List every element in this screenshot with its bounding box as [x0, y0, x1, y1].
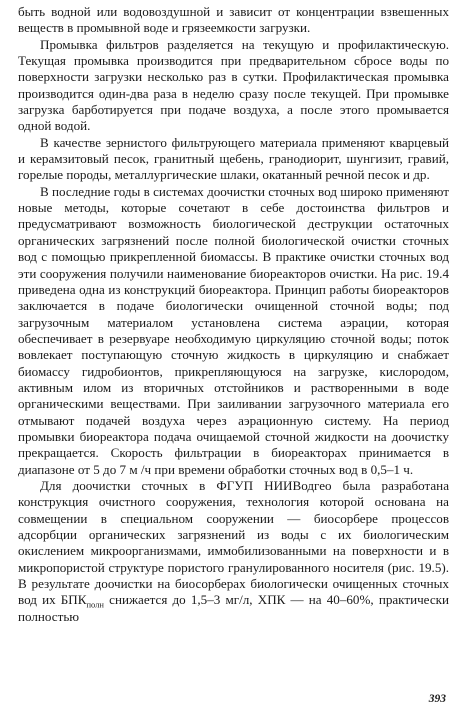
- paragraph-4: В последние годы в системах доочистки сточных вод широко применяют новые методы, которые сочетают в себе достоинства фильтров и предусматривают возможность биологической деструкции остаточных органических загрязнений после полной биологической очистки сточных вод с помощью прикрепленной биомассы. В практике очистки сточных вод эти сооружения получили наименование биореакторов очистки. На рис. 19.4 приведена одна из конструкций биореактора. Принцип работы биореакторов заключается в подаче биологически очищенной сточной воды; под загрузочным материалом установлена система аэрации, которая обеспечивает в резервуаре необходимую циркуляцию сточной воды; поток вовлекает поступающую сточную жидкость в циркуляцию и снабжает биомассу гидробионтов, прикрепляющуюся на загрузке, кислородом, активным илом из вторичных отстойников и растворенными в воде органическими веществами. При заиливании загрузочного материала его отмывают подачей воздуха через аэрационную систему. На период промывки биореактора подача очищаемой сточной жидкости на доочистку прекращается. Скорость фильтрации в биореакторах принимается в диапазоне от 5 до 7 м /ч при времени обработки сточных вод в 0,5–1 ч.: [18, 183, 449, 477]
- paragraph-1: быть водной или водовоздушной и зависит от концентрации взвешенных веществ в промывной воде и грязеемкости загрузки.: [18, 4, 449, 36]
- paragraph-5-text: Для доочистки сточных в ФГУП НИИВодгео была разработана конструкция очистного сооружения, технология которой основана на совмещении в специальном сооружении — биосорбере процессов адсорбции органических загрязнений из воды с их биологическим окислением микроорганизмами, иммобилизованными на поверхности и в микропористой структуре пористого гранулированного носителя (рис. 19.5). В результате доочистки на биосорберах биологически очищенных сточных вод их БПК: [18, 477, 449, 608]
- paragraph-5: [18, 478, 449, 625]
- paragraph-3: В качестве зернистого фильтрующего материала применяют кварцевый и керамзитовый песок, гранитный щебень, гранодиорит, шунгизит, гравий, горелые породы, металлургические шлаки, окатанный речной песок и др.: [18, 134, 449, 183]
- page-number: 393: [428, 693, 446, 705]
- paragraph-2: Промывка фильтров разделяется на текущую и профилактическую. Текущая промывка производится при предварительном сбросе воды по поверхности загрузки несколько раз в сутки. Профилактическая промывка производится один-два раза в неделю сразу после текущей. При промывке загрузка барботируется при подаче воздуха, а после этого промывается одной водой.: [18, 36, 449, 134]
- paragraph-5-text-rest: снижается до 1,5–3 мг/л, ХПК — на 40–60%, практически полностью: [18, 592, 450, 624]
- bpk-subscript: полн: [86, 599, 104, 610]
